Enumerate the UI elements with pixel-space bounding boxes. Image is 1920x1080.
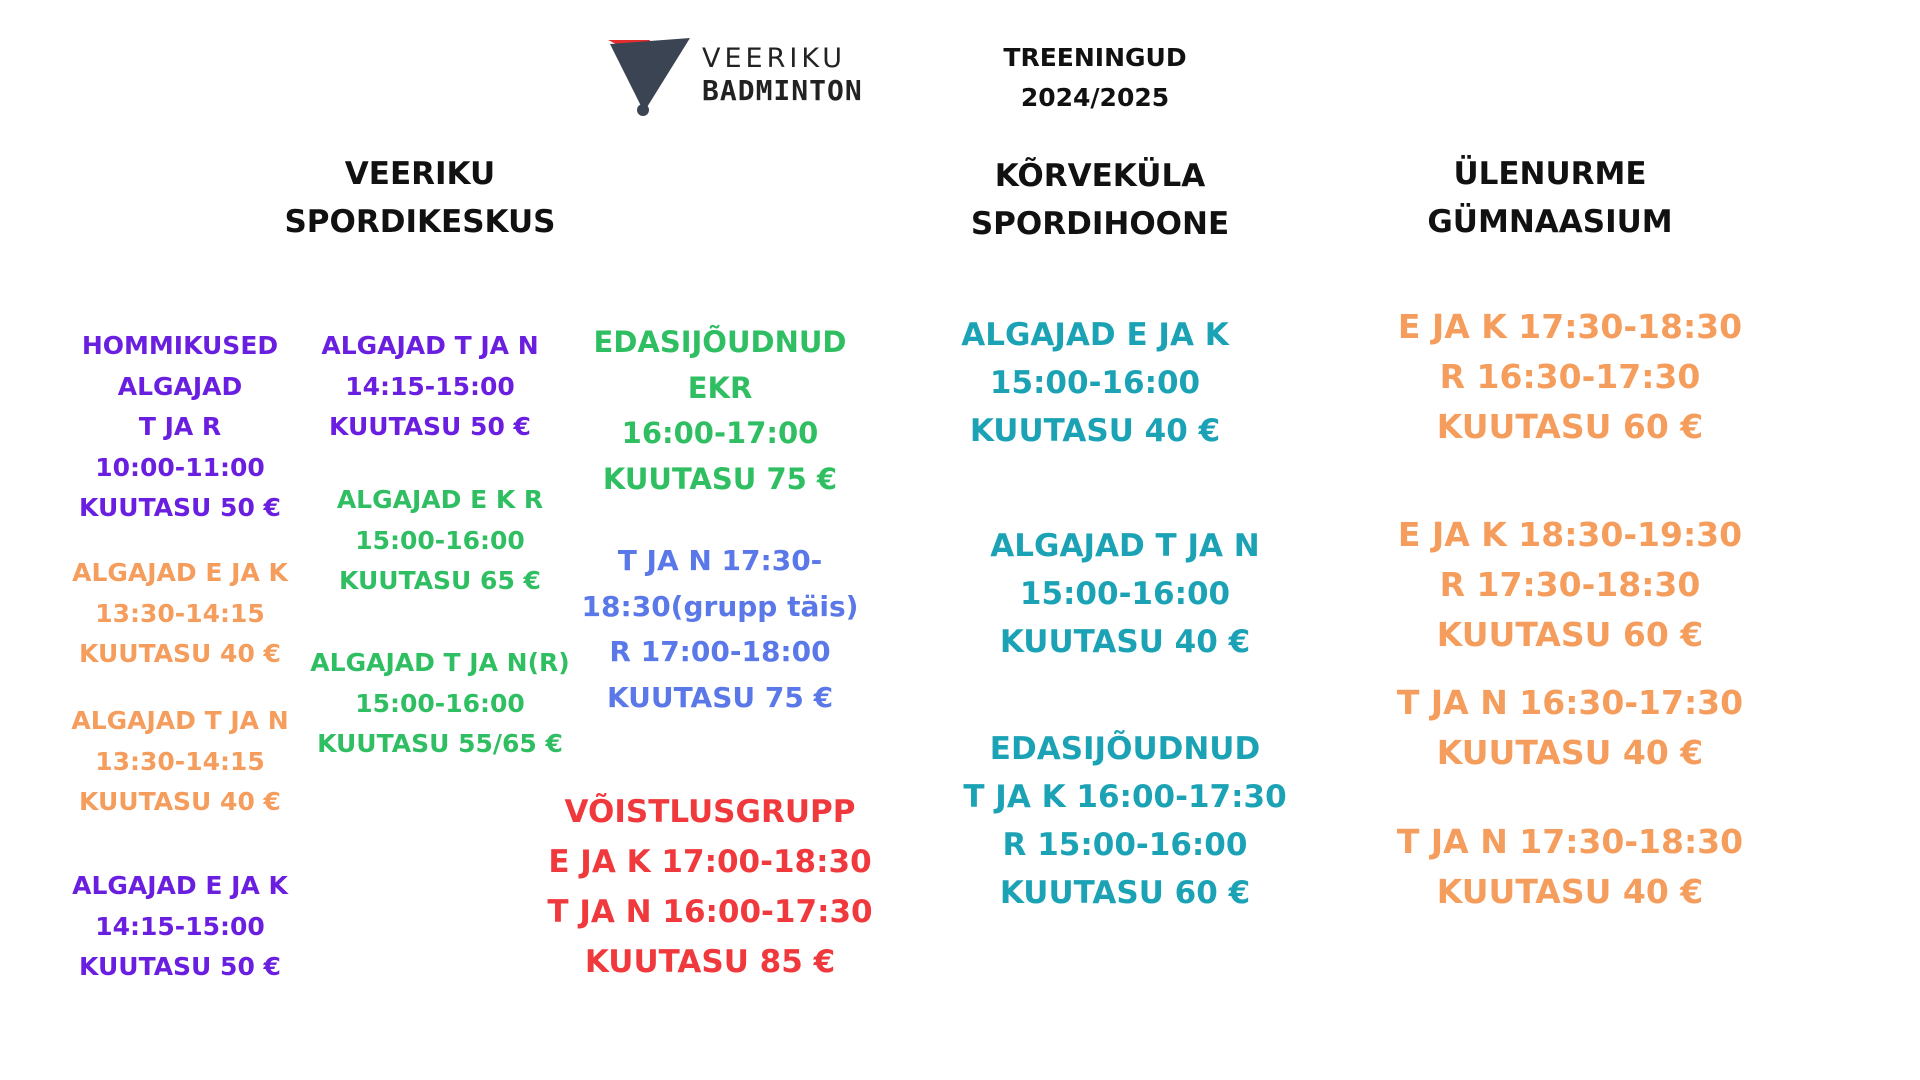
venue-type: SPORDIKESKUS <box>284 204 556 240</box>
group-algajad-ek-1415 <box>40 866 320 988</box>
group-time: T JA K 16:00-17:30 <box>963 779 1287 815</box>
group-title: HOMMIKUSED <box>81 331 279 360</box>
group-title: ALGAJAD E JA K <box>72 871 288 900</box>
group-time: 15:00-16:00 <box>355 525 525 555</box>
group-time: E JA K 17:30-18:30 <box>1397 307 1743 346</box>
group-time: E JA K 18:30-19:30 <box>1397 515 1743 554</box>
group-algajad-ekr <box>300 480 580 602</box>
group-algajad-tn-1415 <box>290 326 570 448</box>
group-fee: KUUTASU 40 € <box>79 639 281 668</box>
group-time: T JA N 17:30- <box>617 544 823 577</box>
group-fee: KUUTASU 40 € <box>969 413 1221 449</box>
group-time-2: T JA N 16:00-17:30 <box>547 894 873 930</box>
logo-subname: BADMINTON <box>702 74 863 107</box>
group-time-2: R 16:30-17:30 <box>1439 357 1701 396</box>
group-days: T JA R <box>138 412 222 441</box>
group-title: ALGAJAD T JA N <box>71 706 289 735</box>
group-title: EDASIJÕUDNUD <box>593 325 847 359</box>
group-edasijoudnud-tn <box>560 538 880 720</box>
group-time: 16:00-17:00 <box>621 416 819 450</box>
group-time: 15:00-16:00 <box>989 365 1201 401</box>
group-time: 13:30-14:15 <box>95 598 265 628</box>
group-korvekula-edasijoudnud <box>950 725 1300 917</box>
group-title: ALGAJAD E JA K <box>961 317 1229 353</box>
group-fee: KUUTASU 65 € <box>339 566 541 595</box>
group-fee: KUUTASU 40 € <box>999 624 1251 660</box>
group-time: 15:00-16:00 <box>355 688 525 718</box>
group-title: VÕISTLUSGRUPP <box>564 794 856 830</box>
group-voistlusgrupp <box>535 787 885 987</box>
group-time-2: R 17:30-18:30 <box>1439 565 1701 604</box>
venue-heading-veeriku <box>260 150 580 246</box>
venue-name: VEERIKU <box>344 156 496 192</box>
group-algajad-tn-1330 <box>40 701 320 823</box>
group-korvekula-algajad-ek <box>930 311 1260 455</box>
group-edasijoudnud-ekr <box>560 320 880 502</box>
page-title <box>990 38 1200 118</box>
group-days: EKR <box>687 370 753 405</box>
group-title: ALGAJAD E K R <box>336 485 544 514</box>
group-algajad-ek-1330 <box>40 553 320 675</box>
group-fee: KUUTASU 60 € <box>1436 407 1704 446</box>
group-algajad-tnr <box>290 643 590 765</box>
venue-type: SPORDIHOONE <box>970 206 1230 242</box>
group-fee: KUUTASU 40 € <box>79 787 281 816</box>
group-ulenurme-tn-1630 <box>1380 678 1760 778</box>
group-ulenurme-ek-1830 <box>1380 510 1760 660</box>
group-time: E JA K 17:00-18:30 <box>548 844 872 880</box>
group-status: 18:30(grupp täis) <box>581 589 859 623</box>
logo-wordmark <box>702 44 863 108</box>
group-time: 14:15-15:00 <box>95 911 265 941</box>
group-fee: KUUTASU 50 € <box>79 952 281 981</box>
venue-type: GÜMNAASIUM <box>1427 204 1673 240</box>
group-fee: KUUTASU 40 € <box>1436 733 1704 772</box>
season-text: 2024/2025 <box>1020 83 1170 112</box>
venue-name: KÕRVEKÜLA <box>994 158 1206 194</box>
group-title: ALGAJAD E JA K <box>72 558 288 587</box>
group-fee: KUUTASU 75 € <box>602 461 838 496</box>
group-time: 13:30-14:15 <box>95 746 265 776</box>
shuttlecock-icon <box>608 38 690 116</box>
group-title: ALGAJAD T JA N(R) <box>310 648 570 677</box>
group-title: EDASIJÕUDNUD <box>989 731 1261 767</box>
group-title: ALGAJAD T JA N <box>990 528 1260 564</box>
group-fee: KUUTASU 50 € <box>329 412 531 441</box>
group-ulenurme-tn-1730 <box>1380 817 1760 917</box>
group-time: 14:15-15:00 <box>345 371 515 401</box>
group-time: 15:00-16:00 <box>1019 576 1231 612</box>
group-korvekula-algajad-tn <box>960 522 1290 666</box>
group-fee: KUUTASU 75 € <box>606 680 834 714</box>
group-fee: KUUTASU 55/65 € <box>317 729 563 758</box>
group-time-2: R 15:00-16:00 <box>1002 827 1248 863</box>
group-fee: KUUTASU 50 € <box>79 493 281 522</box>
group-fee: KUUTASU 85 € <box>584 944 836 980</box>
group-level: ALGAJAD <box>117 371 243 401</box>
group-fee: KUUTASU 40 € <box>1436 872 1704 911</box>
group-title: ALGAJAD T JA N <box>321 331 539 360</box>
venue-name: ÜLENURME <box>1453 156 1647 192</box>
group-time: T JA N 16:30-17:30 <box>1396 683 1744 722</box>
venue-heading-ulenurme <box>1390 150 1710 246</box>
title-text: TREENINGUD <box>1003 43 1187 72</box>
group-time-2: R 17:00-18:00 <box>609 635 831 668</box>
group-ulenurme-ek-1730 <box>1380 302 1760 452</box>
group-time: 10:00-11:00 <box>95 452 265 482</box>
group-hommikused-algajad <box>40 326 320 529</box>
logo-name: VEERIKU <box>702 43 847 74</box>
group-fee: KUUTASU 60 € <box>999 875 1251 911</box>
group-fee: KUUTASU 60 € <box>1436 615 1704 654</box>
group-time: T JA N 17:30-18:30 <box>1396 822 1744 861</box>
venue-heading-korvekula <box>940 152 1260 248</box>
